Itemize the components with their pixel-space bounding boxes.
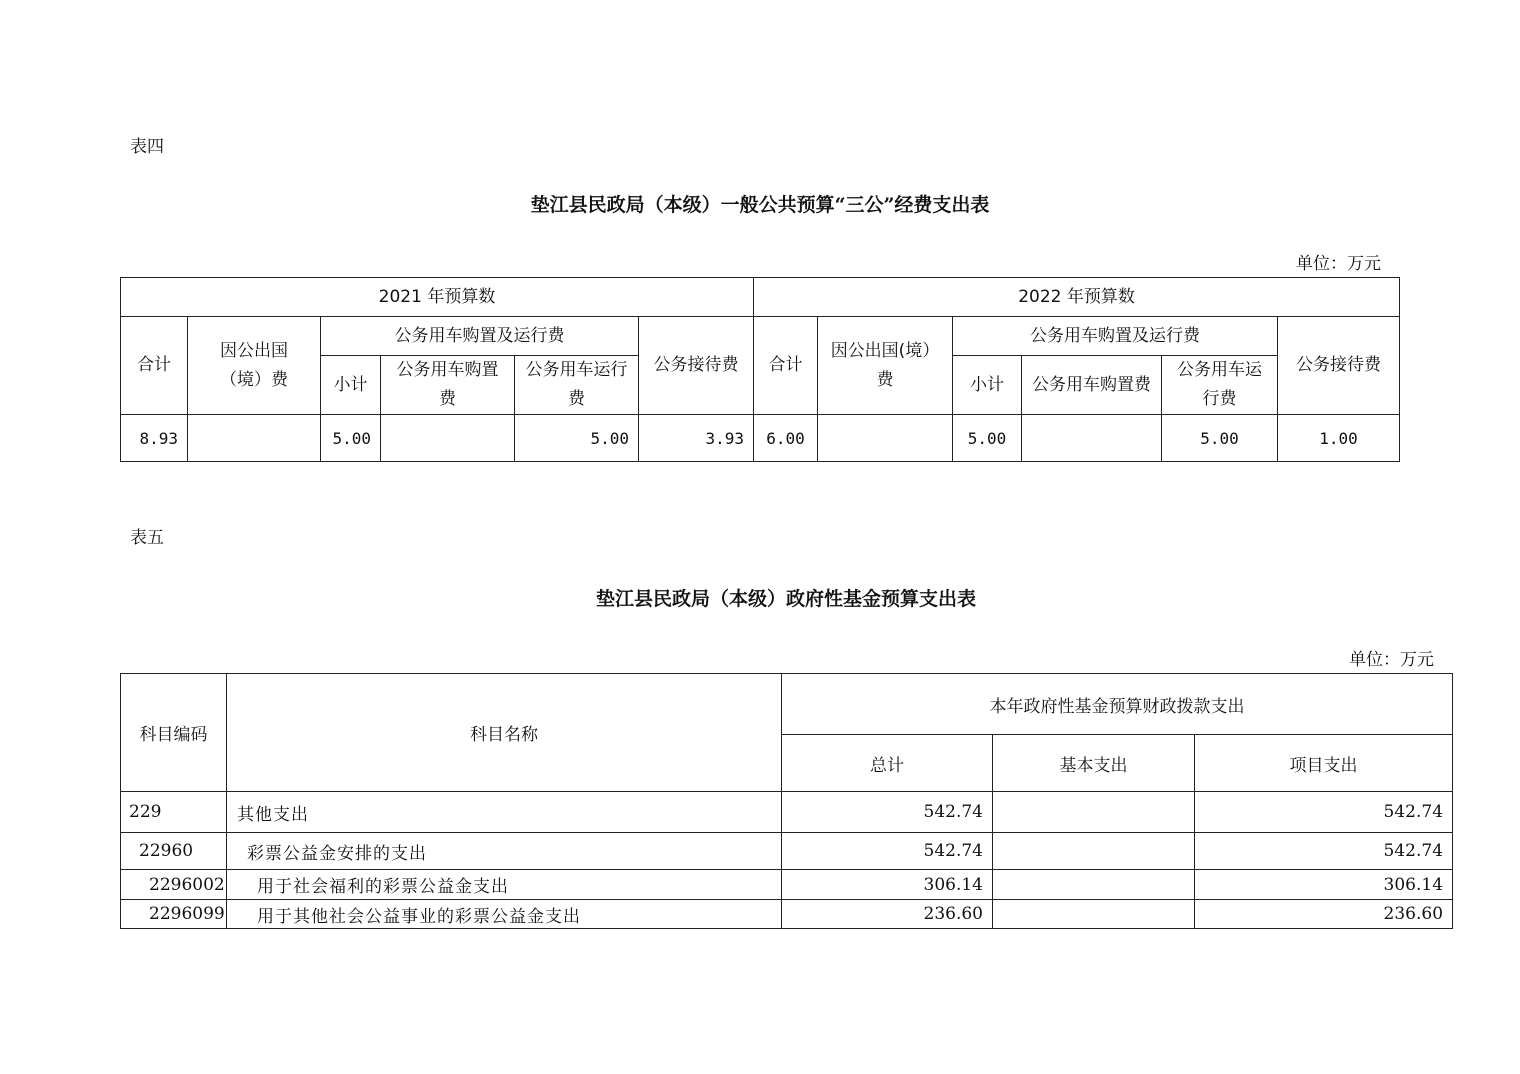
header-2021-car-purchase: 公务用车购置费 [381,356,515,415]
row-basic [993,870,1195,900]
cell-2022-subtotal: 5.00 [953,415,1022,462]
table-row [121,415,1400,462]
header-group: 本年政府性基金预算财政拨款支出 [782,674,1453,735]
header-2022-car-group: 公务用车购置及运行费 [953,317,1278,356]
cell-2022-total: 6.00 [754,415,818,462]
header-2022-car-operation: 公务用车运行费 [1162,356,1278,415]
cell-2021-car-operation: 5.00 [515,415,639,462]
header-2022-reception: 公务接待费 [1278,317,1400,415]
row-name: 用于社会福利的彩票公益金支出 [227,870,782,900]
header-2021-reception: 公务接待费 [639,317,754,415]
header-2021-car-operation: 公务用车运行费 [515,356,639,415]
table-row [121,833,1453,870]
header-basic: 基本支出 [993,735,1195,792]
group-header-2022: 2022 年预算数 [754,278,1400,317]
row-code: 2296002 [121,870,227,900]
row-basic [993,792,1195,833]
cell-2022-abroad [818,415,953,462]
row-basic [993,900,1195,929]
header-2022-total: 合计 [754,317,818,415]
row-name: 用于其他社会公益事业的彩票公益金支出 [227,900,782,929]
row-name: 其他支出 [227,792,782,833]
group-header-2021: 2021 年预算数 [121,278,754,317]
table5 [120,673,1453,929]
header-2021-total: 合计 [121,317,188,415]
table5-title: 垫江县民政局（本级）政府性基金预算支出表 [595,588,976,610]
table4-unit: 单位：万元 [1296,254,1381,274]
cell-2021-reception: 3.93 [639,415,754,462]
cell-2021-total: 8.93 [121,415,188,462]
header-2022-abroad: 因公出国(境）费 [818,317,953,415]
row-code: 2296099 [121,900,227,929]
header-2022-subtotal: 小计 [953,356,1022,415]
row-project: 236.60 [1195,900,1453,929]
cell-2022-car-purchase [1022,415,1162,462]
header-2021-car-group: 公务用车购置及运行费 [321,317,639,356]
table5-unit: 单位：万元 [1349,650,1434,670]
header-2022-car-purchase: 公务用车购置费 [1022,356,1162,415]
cell-2021-car-purchase [381,415,515,462]
row-total: 542.74 [782,833,993,870]
row-code: 22960 [121,833,227,870]
row-project: 542.74 [1195,792,1453,833]
row-project: 306.14 [1195,870,1453,900]
header-total: 总计 [782,735,993,792]
row-basic [993,833,1195,870]
row-total: 306.14 [782,870,993,900]
table4-label: 表四 [130,137,164,157]
table-row [121,900,1453,929]
cell-2021-abroad [188,415,321,462]
table4 [120,277,1400,462]
cell-2022-car-operation: 5.00 [1162,415,1278,462]
row-name: 彩票公益金安排的支出 [227,833,782,870]
row-total: 236.60 [782,900,993,929]
header-code: 科目编码 [121,674,227,792]
table-row [121,870,1453,900]
cell-2022-reception: 1.00 [1278,415,1400,462]
table4-title: 垫江县民政局（本级）一般公共预算“三公”经费支出表 [530,194,990,216]
header-2021-abroad: 因公出国（境）费 [188,317,321,415]
header-project: 项目支出 [1195,735,1453,792]
row-total: 542.74 [782,792,993,833]
header-2021-subtotal: 小计 [321,356,381,415]
table5-label: 表五 [130,528,164,548]
row-project: 542.74 [1195,833,1453,870]
header-name: 科目名称 [227,674,782,792]
row-code: 229 [121,792,227,833]
table-row [121,792,1453,833]
cell-2021-subtotal: 5.00 [321,415,381,462]
